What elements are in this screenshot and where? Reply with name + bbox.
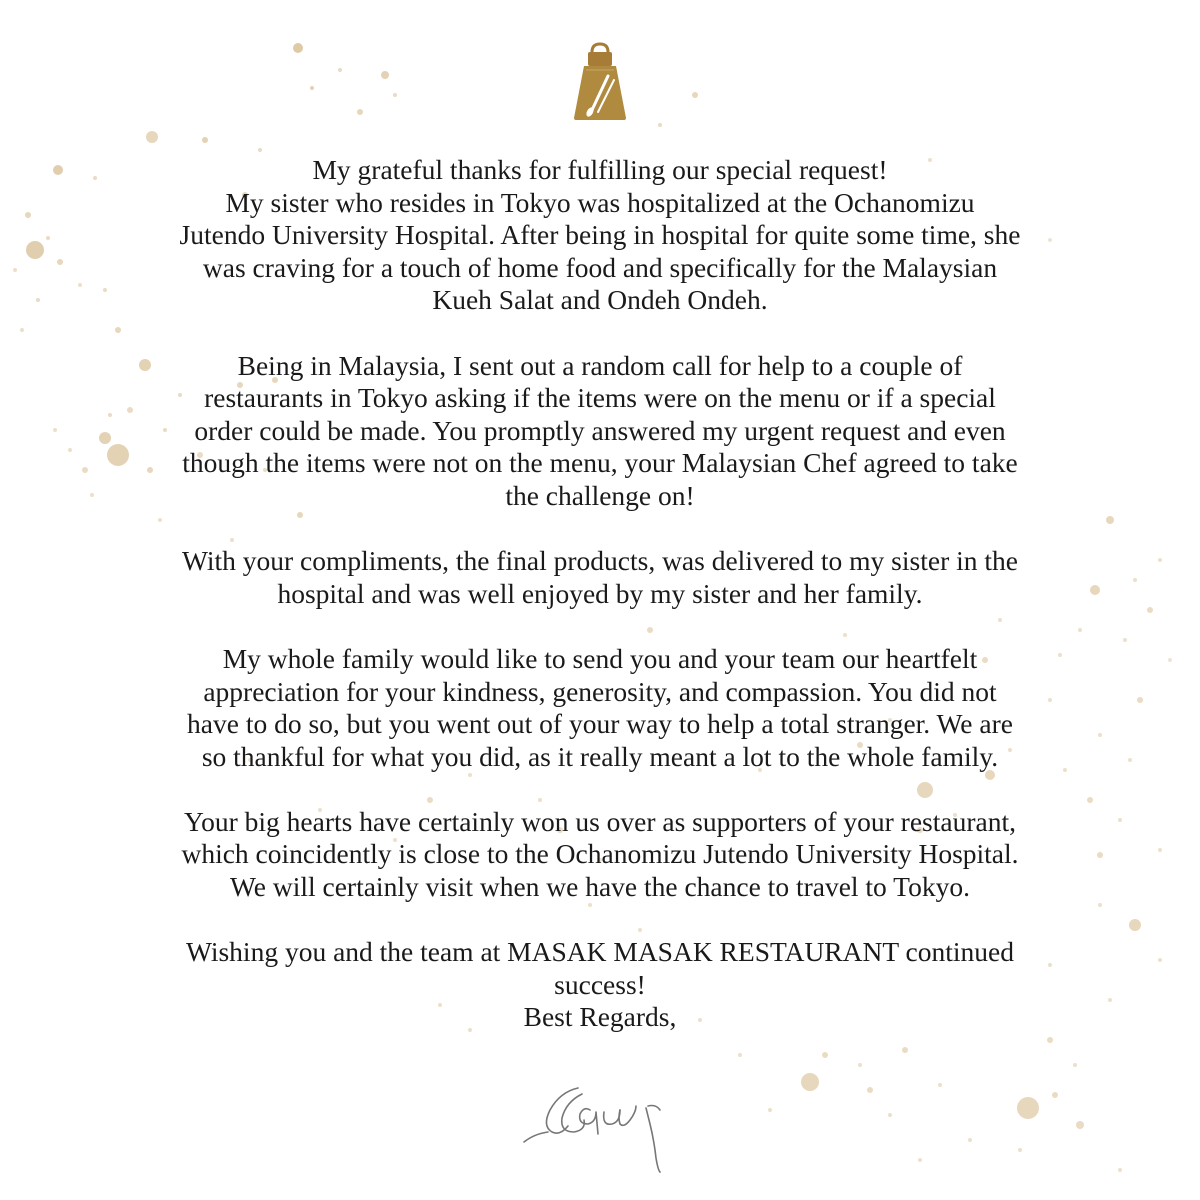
text-line: Kueh Salat and Ondeh Ondeh. — [432, 284, 768, 316]
text-line: We will certainly visit when we have the chance to travel to Tokyo. — [230, 871, 970, 903]
letter-paragraph-5 — [100, 806, 1100, 904]
text-line: order could be made. You promptly answered my urgent request and even — [194, 414, 1006, 446]
text-line: was craving for a touch of home food and specifically for the Malaysian — [202, 251, 998, 283]
text-line: have to do so, but you went out of your way to help a total stranger. We are — [187, 708, 1013, 740]
text-line: so thankful for what you did, as it really meant a lot to the whole family. — [201, 740, 999, 772]
text-line: Your big hearts have certainly won us over as supporters of your restaurant, — [184, 805, 1016, 837]
sign-off: Best Regards, — [523, 1001, 677, 1033]
text-line: which coincidently is close to the Ochanomizu Jutendo University Hospital. — [181, 838, 1019, 870]
signature-icon — [520, 1080, 680, 1180]
text-line: My sister who resides in Tokyo was hospitalized at the Ochanomizu — [225, 186, 975, 218]
closing-line: Wishing you and the team at MASAK MASAK RESTAURANT continued — [185, 936, 1014, 968]
text-line: the challenge on! — [505, 479, 695, 511]
text-line: restaurants in Tokyo asking if the items were on the menu or if a special — [204, 382, 996, 414]
restaurant-logo — [572, 42, 628, 122]
text-line: hospital and was well enjoyed by my sister and her family. — [277, 577, 923, 609]
greeting-line: My grateful thanks for fulfilling our special request! — [312, 154, 888, 185]
letter-paragraph-1 — [100, 187, 1100, 317]
letter-greeting — [100, 154, 1100, 187]
letter-paragraph-3 — [100, 545, 1100, 610]
letter-paragraph-2 — [100, 350, 1100, 513]
letter-paragraph-4 — [100, 643, 1100, 773]
text-line: Being in Malaysia, I sent out a random call for help to a couple of — [237, 349, 963, 381]
text-line: With your compliments, the final products, was delivered to my sister in the — [182, 545, 1018, 577]
text-line: though the items were not on the menu, your Malaysian Chef agreed to take — [182, 447, 1018, 479]
text-line: My whole family would like to send you and your team our heartfelt — [222, 642, 978, 674]
closing-line: success! — [554, 968, 646, 1000]
handwritten-signature — [520, 1080, 680, 1180]
text-line: Jutendo University Hospital. After being in hospital for quite some time, she — [179, 219, 1021, 251]
thank-you-letter — [100, 154, 1100, 1034]
bag-with-spoon-icon — [572, 42, 628, 122]
text-line: appreciation for your kindness, generosity, and compassion. You did not — [203, 675, 997, 707]
letter-closing — [100, 936, 1100, 1034]
